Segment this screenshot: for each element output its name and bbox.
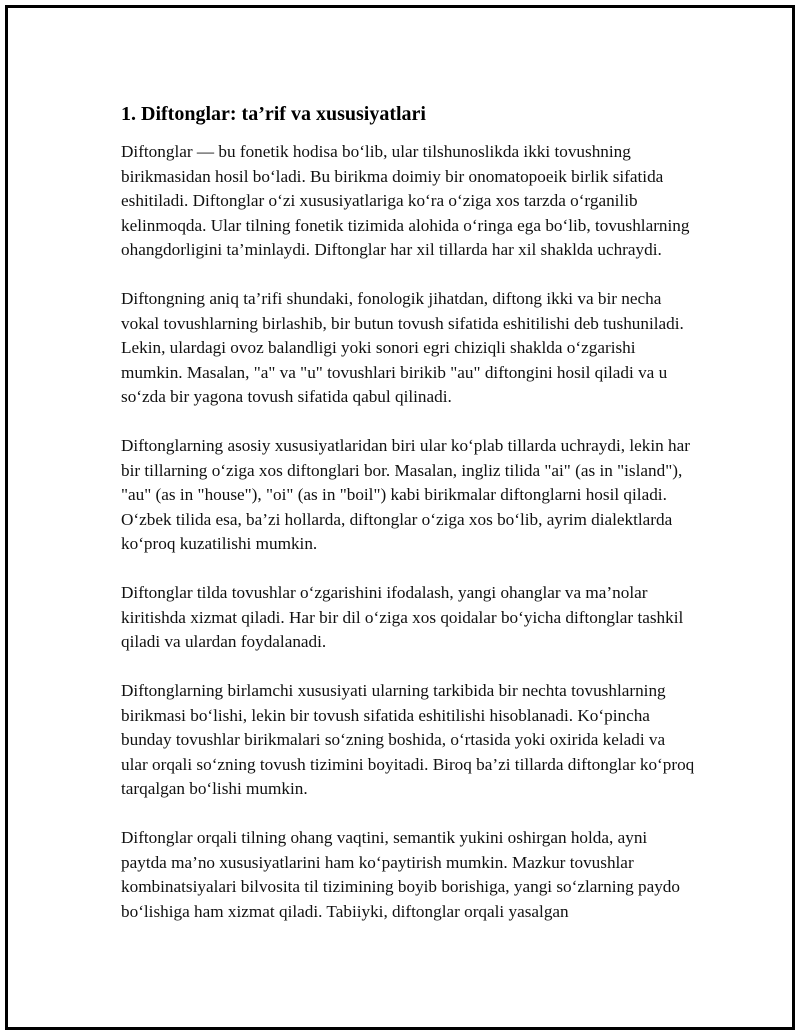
paragraph-5: Diftonglarning birlamchi xususiyati ularning tarkibida bir nechta tovushlarning birikmasi bo‘lishi, lekin bir tovush sifatida eshitilishi hisoblanadi. Ko‘pincha bunday tovushlar birikmalari so‘zning boshida, o‘rtasida yoki oxirida keladi va ular orqali so‘zning tovush tizimini boyitadi. Biroq ba’zi tillarda diftonglar ko‘proq tarqalgan bo‘lishi mumkin. [121, 681, 695, 798]
paragraph-3: Diftonglarning asosiy xususiyatlaridan biri ular ko‘plab tillarda uchraydi, lekin har bir tillarning o‘ziga xos diftonglari bor. Masalan, ingliz tilida "ai" (as in "island"), "au" (as in "house"), "oi" (as in "boil") kabi birikmalar diftonglarni hosil qiladi. O‘zbek tilida esa, ba’zi hollarda, diftonglar o‘ziga xos bo‘lib, ayrim dialektlarda ko‘proq kuzatilishi mumkin. [121, 436, 690, 553]
paragraph-4: Diftonglar tilda tovushlar o‘zgarishini ifodalash, yangi ohanglar va ma’nolar kiritishda xizmat qiladi. Har bir dil o‘ziga xos qoidalar bo‘yicha diftonglar tashkil qiladi va ulardan foydalanadi. [121, 583, 684, 651]
page-frame [5, 5, 795, 1030]
section-heading: 1. Diftonglar: ta’rif va xususiyatlari [121, 103, 426, 125]
paragraph-1: Diftonglar — bu fonetik hodisa bo‘lib, ular tilshunoslikda ikki tovushning birikmasidan hosil bo‘ladi. Bu birikma doimiy bir onomatopoeik birlik sifatida eshitiladi. Diftonglar o‘zi xususiyatlariga ko‘ra o‘ziga xos tarzda o‘rganilib kelinmoqda. Ular tilning fonetik tizimida alohida o‘ringa ega bo‘lib, tovushlarning ohangdorligini ta’minlaydi. Diftonglar har xil tillarda har xil shaklda uchraydi. [121, 142, 690, 259]
paragraph-2: Diftongning aniq ta’rifi shundaki, fonologik jihatdan, diftong ikki va bir necha vokal tovushlarning birlashib, bir butun tovush sifatida eshitilishi deb tushuniladi. Lekin, ulardagi ovoz balandligi yoki sonori egri chiziqli shaklda o‘zgarishi mumkin. Masalan, "a" va "u" tovushlari birikib "au" diftongini hosil qiladi va u so‘zda bir yagona tovush sifatida qabul qilinadi. [121, 289, 684, 406]
document-body [121, 101, 696, 949]
paragraph-6: Diftonglar orqali tilning ohang vaqtini, semantik yukini oshirgan holda, ayni paytda ma’no xususiyatlarini ham ko‘paytirish mumkin. Mazkur tovushlar kombinatsiyalari bilvosita til tizimining boyib borishiga, yangi so‘zlarning paydo bo‘lishiga ham xizmat qiladi. Tabiiyki, diftonglar orqali yasalgan [121, 828, 680, 921]
